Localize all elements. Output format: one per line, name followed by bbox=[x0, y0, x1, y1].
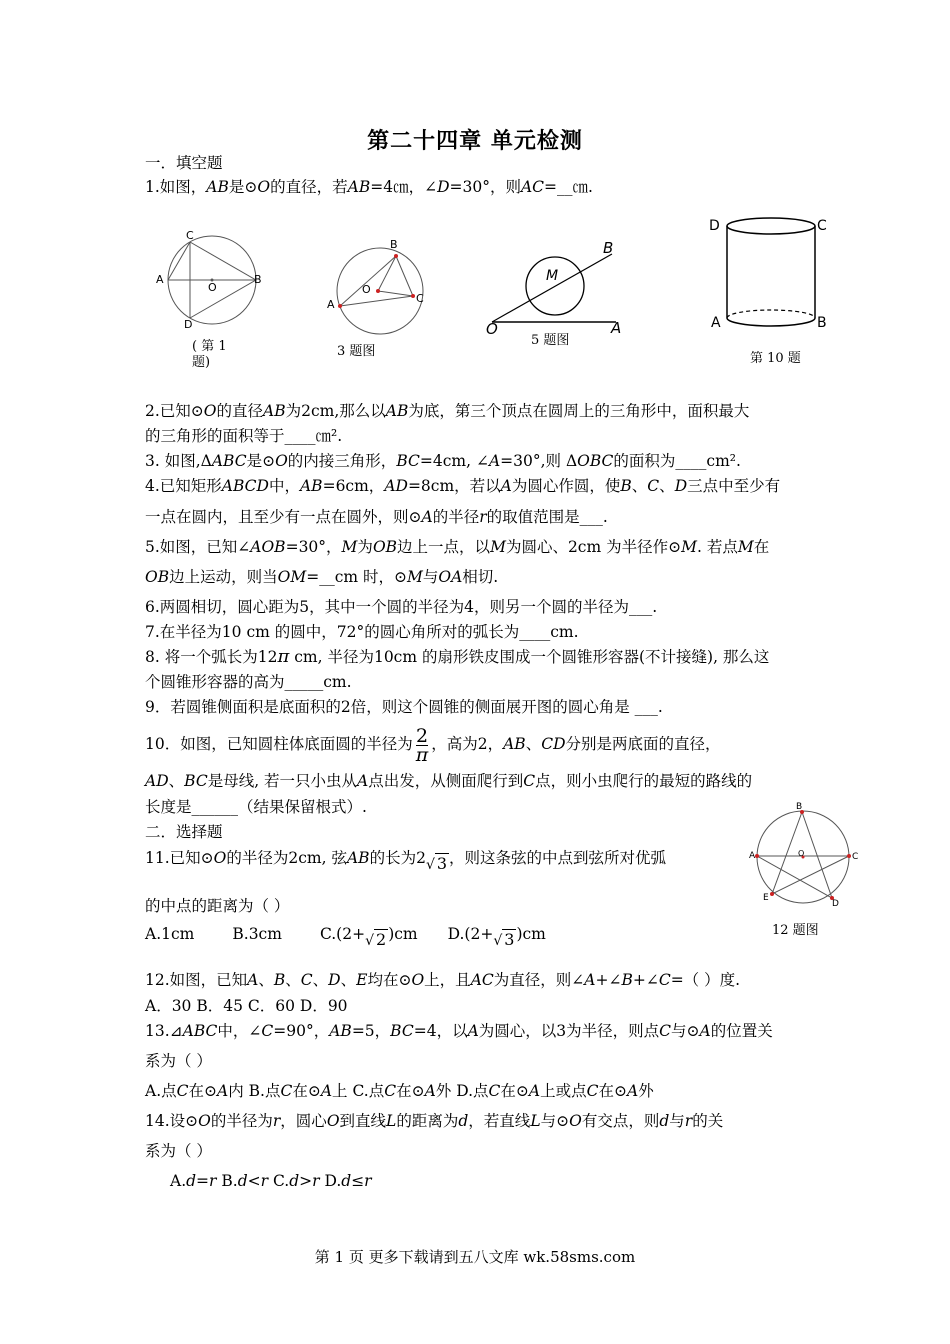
question-2-line1: 2.已知⊙O的直径AB为2cm,那么以AB为底，第三个顶点在圆周上的三角形中，面积最大 bbox=[145, 402, 750, 420]
fig12-label-o: O bbox=[798, 849, 805, 858]
question-14-line1: 14.设⊙O的半径为r，圆心O到直线L的距离为d，若直线L与⊙O有交点，则d与r的关 bbox=[145, 1112, 724, 1130]
question-10-line3: 长度是______（结果保留根式）. bbox=[145, 798, 367, 816]
page-footer: 第 1 页 更多下载请到五八文库 wk.58sms.com bbox=[314, 1248, 636, 1266]
fig1-label-c: C bbox=[186, 229, 194, 242]
figure-5-tangent-circle bbox=[482, 236, 632, 336]
fig12-label-e: E bbox=[763, 893, 769, 903]
question-14-line2: 系为（ ） bbox=[145, 1142, 212, 1160]
fig5-label-m: M bbox=[546, 268, 559, 284]
question-11-options: A.1cm B.3cm C.(2+√ 2 )cm D.(2+√ 3 )cm bbox=[145, 925, 546, 949]
fig5-label-b: B bbox=[603, 239, 614, 257]
question-2-line2: 的三角形的面积等于____㎝². bbox=[145, 427, 343, 445]
figure-3-inscribed-triangle bbox=[322, 236, 432, 336]
fig3-label-b: B bbox=[390, 238, 398, 251]
question-1: 1.如图，AB是⊙O的直径，若AB=4㎝，∠D=30°，则AC=__㎝. bbox=[145, 178, 593, 196]
fig12-label-a: A bbox=[749, 851, 756, 861]
page-title: 第二十四章 单元检测 bbox=[367, 129, 583, 154]
fraction-2-over-pi: $\frac{2}{\pi}$ bbox=[415, 724, 429, 766]
fig5-label-o: O bbox=[486, 320, 498, 336]
fig12-caption: 12 题图 bbox=[772, 923, 819, 938]
fig10-caption: 第 10 题 bbox=[750, 351, 801, 366]
fig3-label-a: A bbox=[327, 298, 335, 311]
question-7: 7.在半径为10 cm 的圆中，72°的圆心角所对的弧长为____cm. bbox=[145, 623, 579, 641]
question-10-line2: AD、BC是母线, 若一只小虫从A点出发，从侧面爬行到C点，则小虫爬行的最短的路线的 bbox=[145, 772, 753, 790]
question-10-line1: 10．如图，已知圆柱体底面圆的半径为 $\frac{2}{\pi}$ ，高为2，AB、CD分别是两底面的直径， bbox=[145, 724, 721, 766]
fig12-label-d: D bbox=[832, 899, 839, 909]
question-11-line2: 的中点的距离为（ ） bbox=[145, 897, 290, 915]
fig1-label-a: A bbox=[156, 273, 164, 286]
figure-10-cylinder bbox=[705, 210, 835, 335]
question-8-line2: 个圆锥形容器的高为_____cm. bbox=[145, 673, 352, 691]
option-a: A.1cm bbox=[145, 925, 195, 943]
question-4-line2: 一点在圆内，且至少有一点在圆外，则⊙A的半径r的取值范围是___. bbox=[145, 508, 608, 526]
question-13-options: A.点C在⊙A内 B.点C在⊙A上 C.点C在⊙A外 D.点C在⊙A上或点C在⊙A外 bbox=[145, 1082, 654, 1100]
question-6: 6.两圆相切，圆心距为5，其中一个圆的半径为4，则另一个圆的半径为___. bbox=[145, 598, 658, 616]
question-11-line1: 11.已知⊙O的半径为2cm, 弦AB的长为2√ 3 ，则这条弦的中点到弦所对优弧 bbox=[145, 849, 667, 873]
fig10-label-b: B bbox=[817, 315, 827, 331]
question-14-options: A.d=r B.d<r C.d>r D.d≤r bbox=[170, 1172, 372, 1190]
fig10-label-d: D bbox=[709, 218, 720, 234]
fig3-label-o: O bbox=[362, 283, 371, 296]
fig5-caption: 5 题图 bbox=[531, 333, 570, 348]
fig1-label-d: D bbox=[184, 318, 193, 331]
fig12-label-c: C bbox=[852, 852, 859, 862]
fig12-label-b: B bbox=[796, 802, 803, 812]
fig1-label-o: O bbox=[208, 281, 217, 294]
fig5-label-a: A bbox=[611, 319, 622, 336]
option-c: C.(2+ bbox=[319, 925, 366, 943]
figure-12-pentagram-circle bbox=[748, 800, 863, 912]
question-13-line2: 系为（ ） bbox=[145, 1052, 212, 1070]
question-3: 3. 如图,ΔABC是⊙O的内接三角形，BC=4cm, ∠A=30°,则 ΔOBC的面积为____cm². bbox=[145, 452, 741, 470]
fig1-label-b: B bbox=[254, 273, 262, 286]
question-12-options: A．30 B．45 C．60 D．90 bbox=[145, 997, 348, 1015]
question-12: 12.如图，已知A、B、C、D、E均在⊙O上，且AC为直径，则∠A+∠B+∠C=（ ）度. bbox=[145, 971, 741, 989]
fig1-caption-line2: 题) bbox=[192, 355, 211, 370]
fig10-label-a: A bbox=[711, 315, 721, 331]
question-5-line2: OB边上运动，则当OM=__cm 时，⊙M与OA相切. bbox=[145, 568, 499, 586]
figure-1-circle-diameter bbox=[150, 228, 270, 333]
question-8-line1: 8. 将一个弧长为12π cm, 半径为10cm 的扇形铁皮围成一个圆锥形容器(不计接缝), 那么这 bbox=[145, 646, 770, 667]
question-5-line1: 5.如图，已知∠AOB=30°，M为OB边上一点，以M为圆心、2cm 为半径作⊙M. 若点M在 bbox=[145, 538, 770, 556]
fig10-label-c: C bbox=[817, 218, 827, 234]
question-13-line1: 13.⊿ABC中，∠C=90°，AB=5，BC=4，以A为圆心，以3为半径，则点C与⊙A的位置关 bbox=[145, 1022, 773, 1040]
option-b: B.3cm bbox=[232, 925, 282, 943]
option-d: D.(2+ bbox=[447, 925, 494, 943]
question-4-line1: 4.已知矩形ABCD中，AB=6cm，AD=8cm，若以A为圆心作圆，使B、C、D三点中至少有 bbox=[145, 477, 781, 495]
fig3-label-c: C bbox=[416, 292, 424, 305]
sqrt-3: √ 3 bbox=[425, 854, 448, 873]
fig3-caption: 3 题图 bbox=[337, 344, 376, 359]
question-9: 9．若圆锥侧面积是底面积的2倍，则这个圆锥的侧面展开图的圆心角是 ___. bbox=[145, 698, 663, 716]
fig1-caption-line1: ( 第 1 bbox=[192, 339, 227, 354]
section-choice: 二．选择题 bbox=[145, 823, 223, 841]
section-fill-in: 一．填空题 bbox=[145, 154, 223, 172]
